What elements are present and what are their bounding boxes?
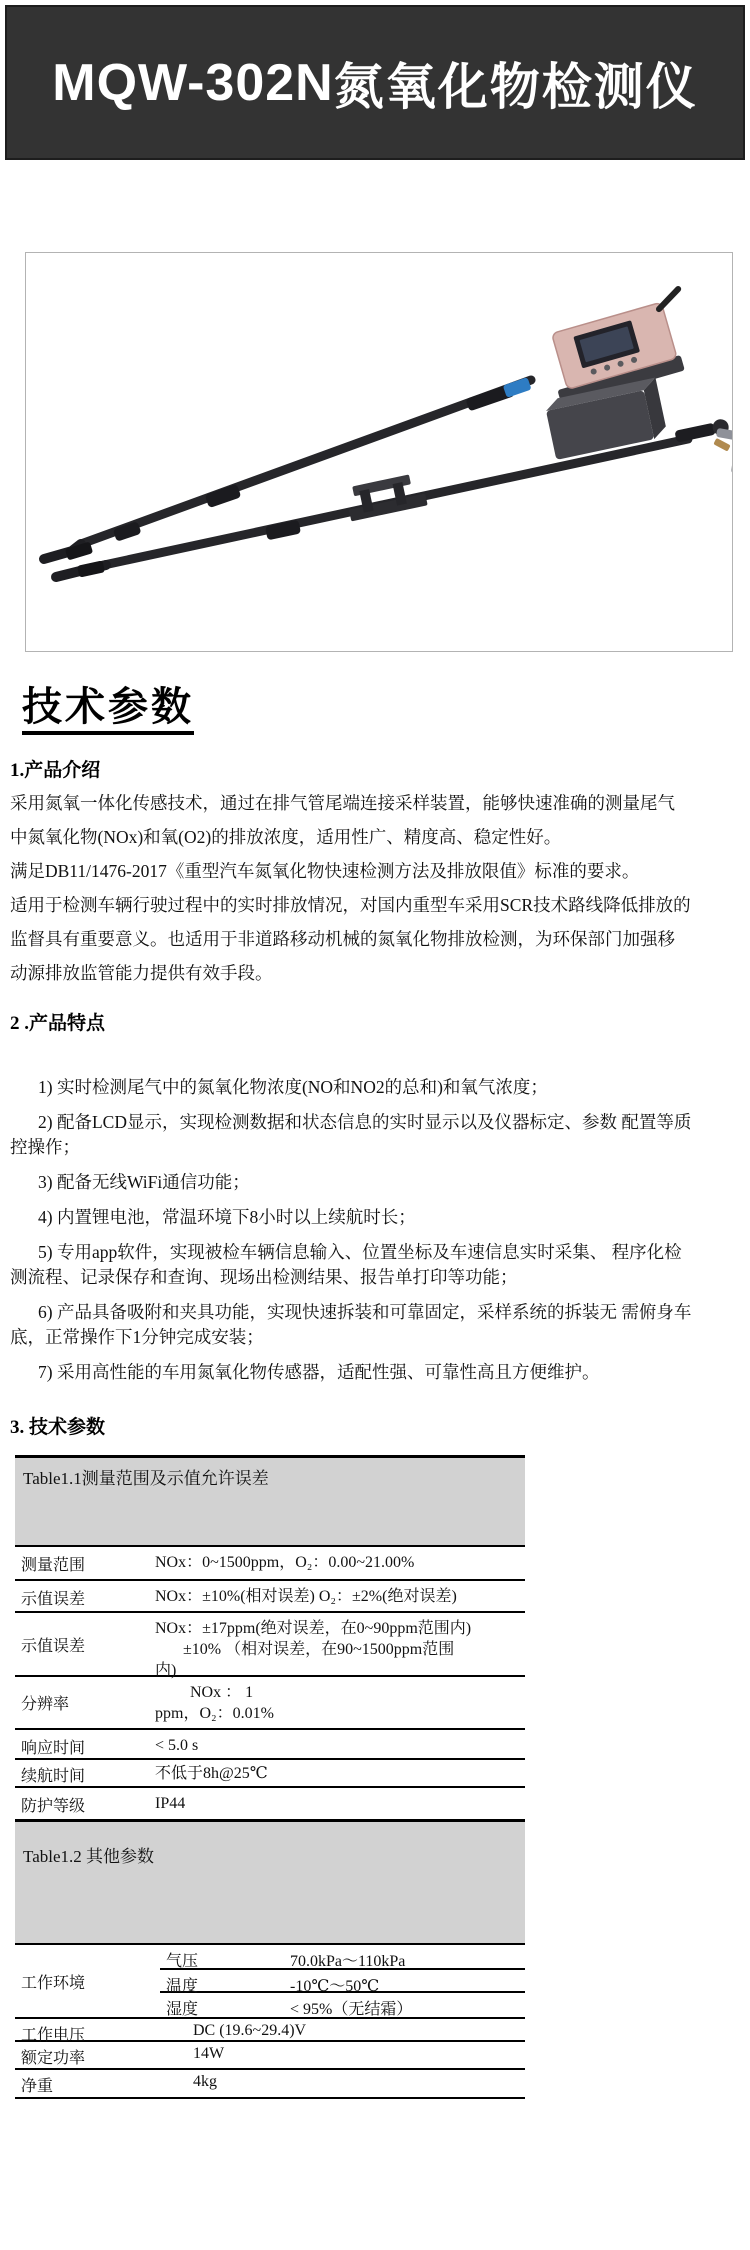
probe-coupler	[77, 560, 105, 577]
row-label: 响应时间	[21, 1740, 86, 1757]
section-heading-features: 2 .产品特点	[10, 1013, 106, 1034]
intro-paragraph	[10, 786, 746, 990]
row-label: 净重	[21, 2078, 54, 2095]
table-row	[15, 1788, 525, 1819]
paragraph-line: 监督具有重要意义。也适用于非道路移动机械的氮氧化物排放检测，为环保部门加强移	[10, 929, 675, 949]
feature-item-continuation: 控操作；	[10, 1137, 80, 1157]
table-row	[15, 1730, 525, 1760]
subrow-label: 湿度	[166, 2001, 199, 2018]
table-row	[15, 2070, 525, 2099]
title-banner	[5, 5, 745, 160]
subrow-value: -10℃～50℃	[290, 1978, 380, 1995]
row-value: NOx：±17ppm(绝对误差，在0~90ppm范围内)	[155, 1620, 472, 1637]
table-subrow	[160, 1970, 525, 1993]
row-value: 14W	[193, 2045, 225, 2062]
table-row	[15, 1613, 525, 1677]
row-label: 续航时间	[21, 1768, 86, 1785]
antenna	[655, 289, 682, 309]
feature-item: 7) 采用高性能的车用氮氧化物传感器，适配性强、可靠性高且方便维护。	[38, 1362, 600, 1382]
feature-item: 2) 配备LCD显示，实现检测数据和状态信息的实时显示以及仪器标定、参数 配置等质	[38, 1112, 692, 1132]
feature-item-continuation: 测流程、记录保存和查询、现场出检测结果、报告单打印等功能；	[10, 1267, 518, 1287]
row-value: 4kg	[193, 2073, 217, 2090]
table-row-group	[15, 1945, 525, 2019]
table2-header: Table1.2 其他参数	[15, 1819, 525, 1945]
table-row	[15, 1677, 525, 1730]
product-model: MQW-302N	[52, 53, 334, 112]
row-label: 工作电压	[21, 2027, 86, 2044]
table-subrow	[160, 1993, 525, 2017]
spec-tables	[15, 1455, 525, 2099]
table-row	[15, 2042, 525, 2070]
table-subrow	[160, 1945, 525, 1970]
row-label: 防护等级	[21, 1798, 86, 1815]
row-label: 示值误差	[21, 1591, 86, 1608]
feature-item: 3) 配备无线WiFi通信功能；	[38, 1172, 250, 1192]
table-row	[15, 1547, 525, 1581]
table1-header: Table1.1测量范围及示值允许误差	[15, 1455, 525, 1547]
paragraph-line: 中氮氧化物(NOx)和氧(O2)的排放浓度，适用性广、精度高、稳定性好。	[10, 827, 562, 847]
subrow-label: 气压	[166, 1953, 199, 1970]
row-value: NOx：0~1500ppm，O₂：0.00~21.00%	[155, 1554, 415, 1571]
subrow-label: 温度	[166, 1978, 199, 1995]
exhaust-sensor	[674, 413, 732, 491]
row-label: 工作环境	[21, 1974, 86, 1992]
row-value: NOx：±10%(相对误差) O₂：±2%(绝对误差)	[155, 1588, 457, 1605]
product-name: 氮氧化物检测仪	[333, 58, 698, 115]
feature-item-continuation: 底，正常操作下1分钟完成安装；	[10, 1327, 264, 1347]
table-row	[15, 2019, 525, 2042]
mounting-clamp	[344, 472, 427, 521]
feature-item: 5) 专用app软件，实现被检车辆信息输入、位置坐标及车速信息实时采集、 程序化检	[38, 1242, 682, 1262]
row-value: NOx ： 1	[190, 1684, 254, 1701]
feature-list	[10, 1065, 746, 1385]
section-heading-intro: 1.产品介绍	[10, 760, 101, 781]
row-label: 分辨率	[21, 1696, 70, 1713]
paragraph-line: 采用氮氧一体化传感技术，通过在排气管尾端连接采样装置，能够快速准确的测量尾气	[10, 793, 675, 813]
product-photo	[26, 253, 732, 651]
paragraph-line: 动源排放监管能力提供有效手段。	[10, 963, 273, 983]
row-value: ±10% （相对误差，在90~1500ppm范围	[183, 1641, 455, 1658]
table-row	[15, 1760, 525, 1788]
paragraph-line: 满足DB11/1476-2017《重型汽车氮氧化物快速检测方法及排放限值》标准的要求。	[10, 861, 640, 881]
row-value: DC (19.6~29.4)V	[193, 2022, 307, 2039]
row-value: < 5.0 s	[155, 1737, 199, 1754]
paragraph-line: 适用于检测车辆行驶过程中的实时排放情况，对国内重型车采用SCR技术路线降低排放的	[10, 895, 691, 915]
section-heading-specs: 3. 技术参数	[10, 1417, 106, 1438]
feature-item: 6) 产品具备吸附和夹具功能，实现快速拆装和可靠固定，采样系统的拆装无 需俯身车	[38, 1302, 692, 1322]
page-title: 技术参数	[22, 686, 194, 735]
row-label: 示值误差	[21, 1638, 86, 1655]
row-label: 额定功率	[21, 2050, 86, 2067]
row-label: 测量范围	[21, 1557, 86, 1574]
feature-item: 4) 内置锂电池，常温环境下8小时以上续航时长；	[38, 1207, 416, 1227]
product-photo-frame	[25, 252, 733, 652]
blue-valve	[503, 377, 532, 398]
table-row	[15, 1581, 525, 1613]
row-value: 内)	[155, 1662, 177, 1679]
row-value: IP44	[155, 1795, 186, 1812]
feature-item: 1) 实时检测尾气中的氮氧化物浓度(NO和NO2的总和)和氧气浓度；	[38, 1077, 548, 1097]
subrow-value: 70.0kPa～110kPa	[290, 1953, 406, 1970]
row-value: 不低于8h@25℃	[155, 1765, 268, 1782]
subrow-value: < 95%（无结霜）	[290, 2001, 413, 2018]
row-value: ppm，O₂：0.01%	[155, 1705, 274, 1722]
